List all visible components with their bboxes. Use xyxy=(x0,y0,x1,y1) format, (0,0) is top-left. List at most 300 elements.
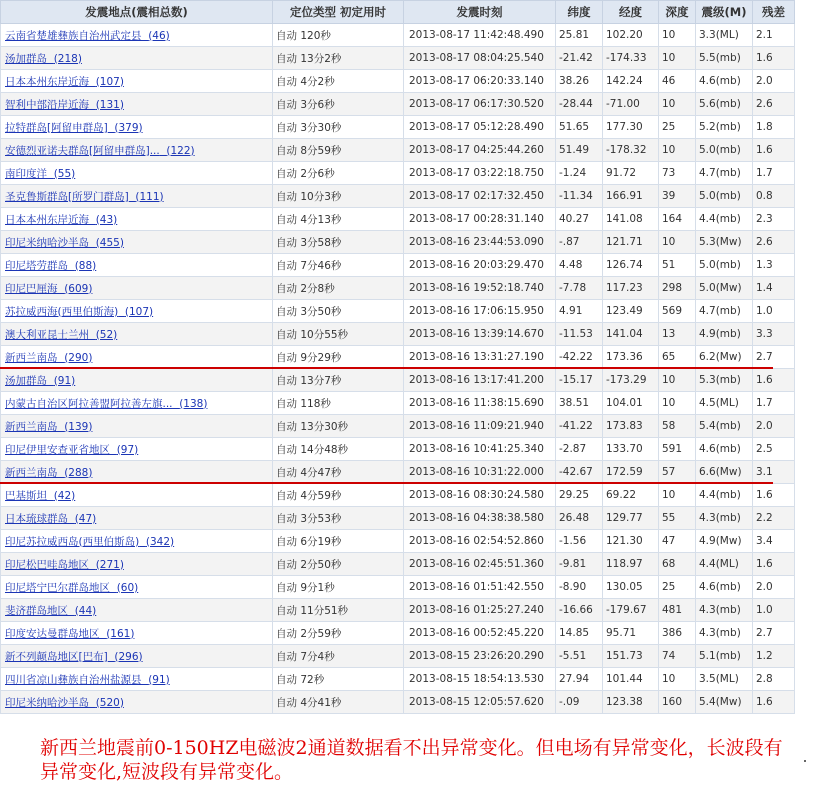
location-name: 苏拉威西海(西里伯斯海) xyxy=(5,305,119,318)
location-link[interactable] xyxy=(5,145,195,157)
cell-latitude: 51.49 xyxy=(556,139,603,162)
cell-latitude: -42.22 xyxy=(556,346,603,369)
cell-magnitude: 6.6(Mw) xyxy=(696,461,753,484)
cell-longitude: 126.74 xyxy=(603,254,659,277)
phase-count: (271) xyxy=(95,558,124,571)
location-name: 斐济群岛地区 xyxy=(5,604,68,617)
cell-location xyxy=(1,162,273,185)
cell-longitude: 95.71 xyxy=(603,622,659,645)
phase-count: (42) xyxy=(53,489,76,502)
phase-count: (379) xyxy=(114,121,143,134)
location-link[interactable] xyxy=(5,168,75,180)
cell-locate-type: 自动 72秒 xyxy=(273,668,404,691)
cell-latitude: -.09 xyxy=(556,691,603,714)
location-link[interactable] xyxy=(5,444,138,456)
cell-location xyxy=(1,139,273,162)
phase-count: (91) xyxy=(53,374,76,387)
cell-magnitude: 5.5(mb) xyxy=(696,47,753,70)
cell-residual: 2.6 xyxy=(753,231,795,254)
cell-magnitude: 4.9(mb) xyxy=(696,323,753,346)
cell-latitude: -41.22 xyxy=(556,415,603,438)
location-name: 汤加群岛 xyxy=(5,374,47,387)
phase-count: (296) xyxy=(114,650,143,663)
cell-latitude: 4.91 xyxy=(556,300,603,323)
cell-time: 2013-08-17 00:28:31.140 xyxy=(404,208,556,231)
cell-magnitude: 4.4(mb) xyxy=(696,484,753,507)
cell-locate-type: 自动 13分2秒 xyxy=(273,47,404,70)
cell-depth: 65 xyxy=(659,346,696,369)
cell-depth: 591 xyxy=(659,438,696,461)
cell-residual: 2.7 xyxy=(753,622,795,645)
cell-residual: 1.6 xyxy=(753,47,795,70)
cell-depth: 47 xyxy=(659,530,696,553)
location-link[interactable] xyxy=(5,260,96,272)
cell-locate-type: 自动 3分30秒 xyxy=(273,116,404,139)
cell-time: 2013-08-16 00:52:45.220 xyxy=(404,622,556,645)
cell-time: 2013-08-16 13:39:14.670 xyxy=(404,323,556,346)
cell-residual: 2.0 xyxy=(753,576,795,599)
phase-count: (60) xyxy=(116,581,139,594)
location-name: 印尼巴厘海 xyxy=(5,282,58,295)
cell-latitude: 40.27 xyxy=(556,208,603,231)
location-link[interactable] xyxy=(5,628,134,640)
cell-latitude: 27.94 xyxy=(556,668,603,691)
location-link[interactable] xyxy=(5,76,124,88)
cell-magnitude: 4.6(mb) xyxy=(696,70,753,93)
header-latitude: 纬度 xyxy=(556,1,603,24)
cell-time: 2013-08-15 12:05:57.620 xyxy=(404,691,556,714)
location-name: 印尼米纳哈沙半岛 xyxy=(5,696,89,709)
location-name: 内蒙古自治区阿拉善盟阿拉善左旗... xyxy=(5,397,173,410)
table-row xyxy=(1,47,795,70)
cell-locate-type: 自动 3分6秒 xyxy=(273,93,404,116)
cell-longitude: 130.05 xyxy=(603,576,659,599)
cell-locate-type: 自动 3分58秒 xyxy=(273,231,404,254)
cell-magnitude: 4.3(mb) xyxy=(696,507,753,530)
location-name: 汤加群岛 xyxy=(5,52,47,65)
cell-locate-type: 自动 14分48秒 xyxy=(273,438,404,461)
cell-time: 2013-08-17 08:04:25.540 xyxy=(404,47,556,70)
table-row xyxy=(1,323,795,346)
cell-longitude: 151.73 xyxy=(603,645,659,668)
cell-depth: 10 xyxy=(659,668,696,691)
cell-depth: 58 xyxy=(659,415,696,438)
cell-locate-type: 自动 2分50秒 xyxy=(273,553,404,576)
location-name: 印尼松巴哇岛地区 xyxy=(5,558,89,571)
cell-time: 2013-08-17 06:17:30.520 xyxy=(404,93,556,116)
cell-magnitude: 4.6(mb) xyxy=(696,438,753,461)
cell-residual: 2.6 xyxy=(753,93,795,116)
cell-location xyxy=(1,599,273,622)
header-time: 发震时刻 xyxy=(404,1,556,24)
cell-magnitude: 4.7(mb) xyxy=(696,162,753,185)
cell-time: 2013-08-16 20:03:29.470 xyxy=(404,254,556,277)
cell-locate-type: 自动 9分1秒 xyxy=(273,576,404,599)
location-name: 澳大利亚昆士兰州 xyxy=(5,328,89,341)
cell-magnitude: 5.3(Mw) xyxy=(696,231,753,254)
cell-time: 2013-08-16 11:09:21.940 xyxy=(404,415,556,438)
location-link[interactable] xyxy=(5,329,117,341)
cell-latitude: 26.48 xyxy=(556,507,603,530)
cell-depth: 10 xyxy=(659,231,696,254)
cell-residual: 1.6 xyxy=(753,369,795,392)
cell-latitude: -11.34 xyxy=(556,185,603,208)
location-name: 印尼米纳哈沙半岛 xyxy=(5,236,89,249)
cell-locate-type: 自动 2分59秒 xyxy=(273,622,404,645)
location-name: 印尼苏拉威西岛(西里伯斯岛) xyxy=(5,535,140,548)
location-name: 安德烈亚诺夫群岛[阿留申群岛]... xyxy=(5,144,160,157)
cell-depth: 46 xyxy=(659,70,696,93)
table-header-row xyxy=(1,1,795,24)
table-row xyxy=(1,162,795,185)
cell-magnitude: 4.4(ML) xyxy=(696,553,753,576)
cell-time: 2013-08-15 23:26:20.290 xyxy=(404,645,556,668)
phase-count: (161) xyxy=(106,627,135,640)
location-link[interactable] xyxy=(5,697,124,709)
table-row xyxy=(1,116,795,139)
cell-longitude: 141.04 xyxy=(603,323,659,346)
header-locate-type: 定位类型 初定用时 xyxy=(273,1,404,24)
cell-time: 2013-08-17 11:42:48.490 xyxy=(404,24,556,47)
cell-locate-type: 自动 6分19秒 xyxy=(273,530,404,553)
cell-residual: 1.4 xyxy=(753,277,795,300)
location-link[interactable] xyxy=(5,421,92,433)
cell-longitude: 118.97 xyxy=(603,553,659,576)
phase-count: (52) xyxy=(95,328,118,341)
header-magnitude: 震级(M) xyxy=(696,1,753,24)
location-link[interactable] xyxy=(5,605,96,617)
table-row xyxy=(1,438,795,461)
location-link[interactable] xyxy=(5,536,174,548)
cell-depth: 39 xyxy=(659,185,696,208)
cell-time: 2013-08-16 11:38:15.690 xyxy=(404,392,556,415)
cell-residual: 2.7 xyxy=(753,346,795,369)
location-link[interactable] xyxy=(5,99,124,111)
cell-locate-type: 自动 120秒 xyxy=(273,24,404,47)
cell-longitude: 104.01 xyxy=(603,392,659,415)
phase-count: (290) xyxy=(64,351,93,364)
stray-dot xyxy=(804,760,806,762)
phase-count: (138) xyxy=(179,397,208,410)
cell-magnitude: 4.6(mb) xyxy=(696,576,753,599)
location-name: 新西兰南岛 xyxy=(5,351,58,364)
location-name: 日本琉球群岛 xyxy=(5,512,68,525)
location-link[interactable] xyxy=(5,490,75,502)
cell-latitude: -.87 xyxy=(556,231,603,254)
cell-location xyxy=(1,668,273,691)
annotation-note: 新西兰地震前0-150HZ电磁波2通道数据看不出异常变化。但电场有异常变化，长波段有异常变化,短波段有异常变化。 xyxy=(40,737,783,783)
cell-longitude: 173.83 xyxy=(603,415,659,438)
cell-residual: 1.6 xyxy=(753,484,795,507)
cell-latitude: -1.56 xyxy=(556,530,603,553)
cell-time: 2013-08-16 13:17:41.200 xyxy=(404,369,556,392)
cell-locate-type: 自动 13分30秒 xyxy=(273,415,404,438)
cell-latitude: 25.81 xyxy=(556,24,603,47)
cell-locate-type: 自动 3分50秒 xyxy=(273,300,404,323)
location-name: 印尼塔宁巴尔群岛地区 xyxy=(5,581,110,594)
cell-time: 2013-08-15 18:54:13.530 xyxy=(404,668,556,691)
location-link[interactable] xyxy=(5,214,117,226)
cell-location xyxy=(1,208,273,231)
highlight-underline-row-15 xyxy=(0,367,773,369)
cell-residual: 1.8 xyxy=(753,116,795,139)
location-name: 新西兰南岛 xyxy=(5,420,58,433)
cell-depth: 13 xyxy=(659,323,696,346)
location-link[interactable] xyxy=(5,651,143,663)
cell-residual: 2.0 xyxy=(753,415,795,438)
cell-depth: 73 xyxy=(659,162,696,185)
cell-magnitude: 5.4(Mw) xyxy=(696,691,753,714)
location-name: 云南省楚雄彝族自治州武定县 xyxy=(5,29,142,42)
cell-time: 2013-08-16 08:30:24.580 xyxy=(404,484,556,507)
cell-depth: 25 xyxy=(659,116,696,139)
cell-latitude: -2.87 xyxy=(556,438,603,461)
table-row xyxy=(1,507,795,530)
cell-time: 2013-08-16 04:38:38.580 xyxy=(404,507,556,530)
cell-latitude: -9.81 xyxy=(556,553,603,576)
cell-latitude: -28.44 xyxy=(556,93,603,116)
cell-location xyxy=(1,323,273,346)
cell-latitude: 51.65 xyxy=(556,116,603,139)
cell-longitude: 173.36 xyxy=(603,346,659,369)
cell-locate-type: 自动 10分3秒 xyxy=(273,185,404,208)
cell-depth: 10 xyxy=(659,93,696,116)
cell-depth: 55 xyxy=(659,507,696,530)
cell-residual: 0.8 xyxy=(753,185,795,208)
cell-depth: 298 xyxy=(659,277,696,300)
table-row xyxy=(1,369,795,392)
cell-location xyxy=(1,530,273,553)
cell-depth: 10 xyxy=(659,369,696,392)
cell-magnitude: 5.0(mb) xyxy=(696,139,753,162)
cell-residual: 3.3 xyxy=(753,323,795,346)
location-link[interactable] xyxy=(5,53,82,65)
location-link[interactable] xyxy=(5,352,92,364)
cell-longitude: -174.33 xyxy=(603,47,659,70)
phase-count: (107) xyxy=(124,305,154,318)
location-name: 圣克鲁斯群岛[所罗门群岛] xyxy=(5,190,129,203)
cell-longitude: 91.72 xyxy=(603,162,659,185)
cell-time: 2013-08-17 03:22:18.750 xyxy=(404,162,556,185)
phase-count: (91) xyxy=(148,673,170,686)
cell-time: 2013-08-17 05:12:28.490 xyxy=(404,116,556,139)
location-link[interactable] xyxy=(5,674,170,686)
cell-depth: 25 xyxy=(659,576,696,599)
cell-longitude: 133.70 xyxy=(603,438,659,461)
location-link[interactable] xyxy=(5,398,207,410)
cell-latitude: 29.25 xyxy=(556,484,603,507)
location-link[interactable] xyxy=(5,122,143,134)
phase-count: (609) xyxy=(64,282,93,295)
location-link[interactable] xyxy=(5,467,92,479)
phase-count: (455) xyxy=(95,236,124,249)
cell-locate-type: 自动 4分47秒 xyxy=(273,461,404,484)
cell-location xyxy=(1,484,273,507)
cell-latitude: -15.17 xyxy=(556,369,603,392)
cell-time: 2013-08-16 02:54:52.860 xyxy=(404,530,556,553)
cell-locate-type: 自动 118秒 xyxy=(273,392,404,415)
location-link[interactable] xyxy=(5,237,124,249)
cell-magnitude: 3.3(ML) xyxy=(696,24,753,47)
cell-magnitude: 5.2(mb) xyxy=(696,116,753,139)
cell-locate-type: 自动 7分4秒 xyxy=(273,645,404,668)
cell-locate-type: 自动 3分53秒 xyxy=(273,507,404,530)
location-link[interactable] xyxy=(5,306,153,318)
cell-depth: 51 xyxy=(659,254,696,277)
table-row xyxy=(1,484,795,507)
location-name: 智利中部沿岸近海 xyxy=(5,98,89,111)
cell-magnitude: 5.3(mb) xyxy=(696,369,753,392)
cell-location xyxy=(1,438,273,461)
cell-depth: 10 xyxy=(659,47,696,70)
cell-latitude: 38.26 xyxy=(556,70,603,93)
cell-depth: 10 xyxy=(659,392,696,415)
cell-time: 2013-08-16 01:25:27.240 xyxy=(404,599,556,622)
location-name: 南印度洋 xyxy=(5,167,47,180)
cell-latitude: -7.78 xyxy=(556,277,603,300)
cell-residual: 1.6 xyxy=(753,139,795,162)
location-name: 巴基斯坦 xyxy=(5,489,47,502)
cell-locate-type: 自动 13分7秒 xyxy=(273,369,404,392)
cell-residual: 2.2 xyxy=(753,507,795,530)
cell-depth: 569 xyxy=(659,300,696,323)
phase-count: (520) xyxy=(95,696,124,709)
cell-location xyxy=(1,622,273,645)
phase-count: (55) xyxy=(53,167,76,180)
cell-residual: 2.5 xyxy=(753,438,795,461)
table-row xyxy=(1,254,795,277)
cell-residual: 1.6 xyxy=(753,553,795,576)
cell-locate-type: 自动 4分2秒 xyxy=(273,70,404,93)
header-location: 发震地点(震相总数) xyxy=(1,1,273,24)
table-row xyxy=(1,461,795,484)
location-link[interactable] xyxy=(5,375,75,387)
cell-latitude: -42.67 xyxy=(556,461,603,484)
cell-magnitude: 5.6(mb) xyxy=(696,93,753,116)
cell-location xyxy=(1,691,273,714)
header-longitude: 经度 xyxy=(603,1,659,24)
cell-longitude: 123.49 xyxy=(603,300,659,323)
table-row xyxy=(1,185,795,208)
cell-longitude: 177.30 xyxy=(603,116,659,139)
cell-residual: 3.1 xyxy=(753,461,795,484)
cell-residual: 1.6 xyxy=(753,691,795,714)
cell-latitude: -16.66 xyxy=(556,599,603,622)
cell-longitude: 121.30 xyxy=(603,530,659,553)
cell-magnitude: 3.5(ML) xyxy=(696,668,753,691)
table-row xyxy=(1,645,795,668)
cell-longitude: 123.38 xyxy=(603,691,659,714)
phase-count: (88) xyxy=(74,259,97,272)
cell-location xyxy=(1,47,273,70)
location-name: 日本本州东岸近海 xyxy=(5,213,89,226)
cell-time: 2013-08-16 19:52:18.740 xyxy=(404,277,556,300)
cell-time: 2013-08-16 10:31:22.000 xyxy=(404,461,556,484)
table-row xyxy=(1,553,795,576)
cell-location xyxy=(1,277,273,300)
cell-latitude: -11.53 xyxy=(556,323,603,346)
location-link[interactable] xyxy=(5,191,164,203)
cell-longitude: 121.71 xyxy=(603,231,659,254)
cell-time: 2013-08-16 17:06:15.950 xyxy=(404,300,556,323)
cell-residual: 1.0 xyxy=(753,300,795,323)
cell-longitude: -71.00 xyxy=(603,93,659,116)
cell-locate-type: 自动 8分59秒 xyxy=(273,139,404,162)
cell-magnitude: 6.2(Mw) xyxy=(696,346,753,369)
cell-depth: 57 xyxy=(659,461,696,484)
header-residual: 残差 xyxy=(753,1,795,24)
cell-residual: 2.3 xyxy=(753,208,795,231)
cell-depth: 68 xyxy=(659,553,696,576)
cell-longitude: 102.20 xyxy=(603,24,659,47)
cell-depth: 481 xyxy=(659,599,696,622)
cell-longitude: 69.22 xyxy=(603,484,659,507)
location-link[interactable] xyxy=(5,582,138,594)
cell-depth: 10 xyxy=(659,139,696,162)
cell-location xyxy=(1,231,273,254)
cell-longitude: 141.08 xyxy=(603,208,659,231)
table-row xyxy=(1,668,795,691)
table-row xyxy=(1,24,795,47)
phase-count: (46) xyxy=(148,29,170,42)
cell-latitude: 38.51 xyxy=(556,392,603,415)
phase-count: (122) xyxy=(166,144,195,157)
cell-longitude: 129.77 xyxy=(603,507,659,530)
cell-residual: 1.7 xyxy=(753,162,795,185)
table-row xyxy=(1,93,795,116)
cell-time: 2013-08-16 02:45:51.360 xyxy=(404,553,556,576)
phase-count: (139) xyxy=(64,420,93,433)
table-row xyxy=(1,599,795,622)
table-row xyxy=(1,622,795,645)
cell-residual: 2.0 xyxy=(753,70,795,93)
cell-locate-type: 自动 4分41秒 xyxy=(273,691,404,714)
phase-count: (288) xyxy=(64,466,93,479)
table-row xyxy=(1,576,795,599)
cell-magnitude: 4.9(Mw) xyxy=(696,530,753,553)
cell-location xyxy=(1,392,273,415)
cell-time: 2013-08-17 04:25:44.260 xyxy=(404,139,556,162)
location-link[interactable] xyxy=(5,30,170,42)
cell-longitude: 172.59 xyxy=(603,461,659,484)
location-link[interactable] xyxy=(5,283,92,295)
cell-magnitude: 4.7(mb) xyxy=(696,300,753,323)
cell-magnitude: 5.1(mb) xyxy=(696,645,753,668)
cell-location xyxy=(1,576,273,599)
location-name: 拉特群岛[阿留申群岛] xyxy=(5,121,108,134)
cell-residual: 1.3 xyxy=(753,254,795,277)
location-link[interactable] xyxy=(5,513,96,525)
location-name: 日本本州东岸近海 xyxy=(5,75,89,88)
location-link[interactable] xyxy=(5,559,124,571)
cell-location xyxy=(1,415,273,438)
cell-locate-type: 自动 7分46秒 xyxy=(273,254,404,277)
cell-residual: 1.2 xyxy=(753,645,795,668)
cell-location xyxy=(1,346,273,369)
cell-longitude: 166.91 xyxy=(603,185,659,208)
cell-latitude: -1.24 xyxy=(556,162,603,185)
cell-location xyxy=(1,93,273,116)
cell-location xyxy=(1,461,273,484)
table-row xyxy=(1,415,795,438)
cell-location xyxy=(1,645,273,668)
cell-location xyxy=(1,553,273,576)
table-row xyxy=(1,300,795,323)
table-row xyxy=(1,208,795,231)
cell-magnitude: 4.3(mb) xyxy=(696,599,753,622)
phase-count: (342) xyxy=(145,535,175,548)
cell-longitude: -178.32 xyxy=(603,139,659,162)
